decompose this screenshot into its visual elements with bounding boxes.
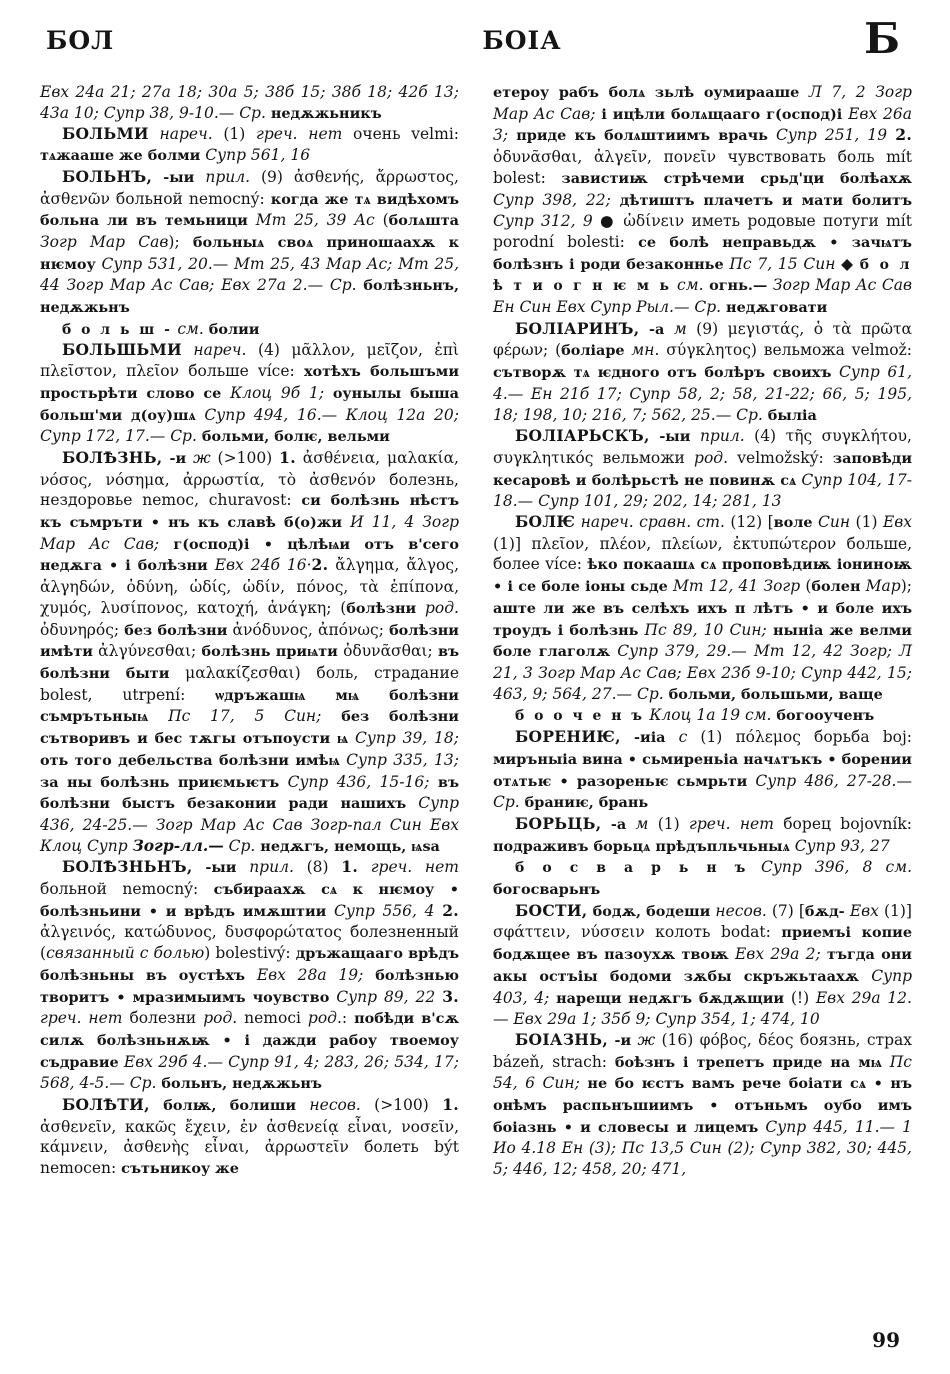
text-run: оунылы быша больш'ми д(оу)шѧ bbox=[40, 384, 459, 424]
text-run: связанный с болью bbox=[46, 944, 205, 963]
text-run: БОЛІАРИНЪ, bbox=[515, 318, 640, 338]
text-run: мн. bbox=[624, 341, 660, 360]
text-run: Супр 251, 19 bbox=[767, 126, 896, 145]
text-run: богосварьнъ bbox=[493, 881, 601, 899]
text-run: (1)] σφάττειν, νύσσειν колоть bodat: bbox=[493, 901, 912, 942]
cross-ref-bolsh bbox=[40, 319, 459, 341]
text-run: Супр 561, 16 bbox=[200, 146, 311, 165]
text-run: нареч. сравн. ст. bbox=[575, 513, 725, 532]
text-run: і ицѣли болѧщааго г(оспод)і bbox=[595, 105, 843, 123]
text-run: БОЛЬШЬМИ bbox=[62, 340, 182, 360]
text-run: ѣко покаашѧ сѧ проповѣдиѭ іониноѭ • і се боле іоны сьде bbox=[493, 556, 912, 596]
entry-bojazn bbox=[493, 1030, 912, 1180]
text-run: БОЛѤ bbox=[515, 512, 576, 532]
text-run: болии bbox=[208, 320, 260, 338]
text-run: velmožský: bbox=[728, 448, 833, 467]
text-run: Евх bbox=[849, 901, 879, 920]
text-run: ἄλγημα, ἄλγος, ἀλγηδών, ὀδύνη, ὠδίς, ὠδίν, πόνος, τὰ ἐπίπονα, χυμός, λυσίπονος, κατοχή, ἀνάγκη; ( bbox=[40, 556, 459, 617]
text-run: без болѣзни bbox=[124, 621, 228, 639]
text-run: несов. bbox=[296, 1096, 361, 1115]
text-run: 2. bbox=[442, 900, 459, 920]
text-run: (>100) bbox=[360, 1096, 443, 1115]
text-run: болѣзни имѣти bbox=[40, 621, 459, 661]
entry-bosti bbox=[493, 901, 912, 1030]
text-run: ( bbox=[800, 577, 812, 596]
text-run: бодѫ, бодеши bbox=[587, 902, 711, 920]
text-run: -ыи bbox=[192, 859, 237, 877]
text-run: -ыи bbox=[152, 168, 195, 186]
text-run: род. bbox=[416, 598, 459, 617]
right-column bbox=[493, 82, 912, 1180]
text-run: сътворѫ тѧ ѥдного отъ болѣръ своихъ bbox=[493, 364, 832, 382]
text-run: БОЛѢТИ, bbox=[62, 1095, 150, 1115]
text-run: ныніа же велми боле глаголѫ bbox=[493, 621, 912, 661]
page-number: 99 bbox=[872, 1328, 900, 1352]
text-run: : bbox=[341, 1009, 355, 1028]
text-run: ἀνόδυνος, ἀπόνως; bbox=[227, 620, 390, 639]
text-run: 3. bbox=[442, 986, 459, 1006]
text-run: БОІАЗНЬ, bbox=[515, 1029, 609, 1049]
text-run: быліа bbox=[767, 406, 817, 424]
text-run: род. bbox=[203, 1009, 238, 1028]
text-run: ὀδυνᾶσθαι, ἀλγεῖν, πονεῖν чувствовать боль mít bolest: bbox=[493, 148, 912, 187]
text-run: Супр 436, 24-25.— Зогр Мар Ас Сав Зогр-пал Син Евх Клоц Супр bbox=[40, 794, 460, 855]
text-run: ● ὠδίνειν иметь родовые потуги mít porodní bolesti: bbox=[493, 212, 912, 251]
text-run: (1) πόλεμος борьба boj: bbox=[687, 728, 912, 747]
text-run: недѫжьникъ bbox=[270, 104, 382, 122]
text-run: Клоц 9б 1; bbox=[221, 383, 333, 402]
text-run: (1) bbox=[648, 814, 689, 833]
text-run: Евх 28а 19; bbox=[245, 965, 364, 984]
text-run: μαλακίζεσθαι) боль, страдание bolest, utrpení: bbox=[40, 663, 459, 704]
text-run: Зогр Мар Сав bbox=[40, 232, 169, 251]
text-run: Евх 29а 2; bbox=[728, 945, 821, 964]
text-run: Син bbox=[812, 513, 851, 532]
text-run: прил. bbox=[236, 858, 294, 877]
text-run: дръжащааго врѣдъ болѣзньны въ оустѣхъ bbox=[40, 945, 459, 984]
text-run: Мт 25, 39 Ас bbox=[247, 211, 375, 230]
text-run: м bbox=[626, 814, 649, 833]
text-run: огнь.— bbox=[709, 277, 768, 295]
text-run: завистиѭ стрѣчеми срьд'ци болѣахѫ bbox=[561, 169, 912, 187]
text-run: род. bbox=[694, 448, 729, 467]
text-run: Супр 379, 29.— Мт 12, 42 Зогр; Л 21, 3 Зогр Мар Ас Сав; Евх 23б 9-10; Супр 442, 15; 463, 9; 564, 27.— Ср. bbox=[493, 642, 912, 703]
text-run: Пс 54, 6 Син; bbox=[493, 1052, 912, 1093]
text-run: см. bbox=[671, 276, 710, 295]
text-run: ); bbox=[168, 232, 193, 251]
text-run: когда же тѧ видѣхомъ больна ли въ темьници bbox=[40, 190, 459, 230]
text-run: Евх 29а 12.— Евх 29а 1; 35б 9; Супр 354, 1; 474, 10 bbox=[493, 988, 912, 1029]
text-run: болѣзни bbox=[346, 599, 417, 617]
text-run: Супр 39, 18; bbox=[348, 729, 459, 748]
text-run: БОЛѢЗНЬ, bbox=[62, 447, 163, 467]
text-run: 2. bbox=[311, 555, 329, 575]
text-run: Супр 312, 9 bbox=[493, 212, 593, 231]
text-run: nemoci bbox=[237, 1009, 308, 1028]
text-run: И 11, 4 Зогр Мар Ас Сав; bbox=[40, 513, 459, 553]
text-run: ж bbox=[631, 1030, 656, 1049]
text-run: (>100) bbox=[210, 448, 280, 467]
text-run: греч. нет bbox=[689, 814, 774, 833]
text-run: (16) φόβος, δέος боязнь, страх bázeň, strach: bbox=[493, 1030, 912, 1071]
text-run: Супр 403, 4; bbox=[493, 966, 912, 1007]
text-run: болѧшта bbox=[388, 212, 459, 230]
text-run: въ болѣзни быстъ безаконии ради нашихъ bbox=[40, 773, 459, 813]
text-run: БОЛЬНЪ, bbox=[62, 166, 153, 186]
text-run: въ болѣзни быти bbox=[40, 643, 459, 682]
text-run: -ыи bbox=[649, 428, 691, 446]
text-run: (1) bbox=[850, 513, 883, 532]
running-head-center: БОІА bbox=[482, 26, 562, 55]
text-run: см. bbox=[172, 319, 209, 338]
text-run: Супр 556, 4 bbox=[326, 901, 443, 920]
text-run: Пс 89, 10 Син; bbox=[638, 620, 767, 639]
text-run: болезни bbox=[122, 1009, 204, 1028]
text-run: БОСТИ, bbox=[515, 900, 588, 920]
entry-bolshmi bbox=[40, 340, 459, 448]
entry-boliarsk bbox=[493, 426, 912, 512]
text-run: больми, большьми, ваще bbox=[668, 685, 883, 703]
text-run: миръныіа вина • сьмиреньіа начѧтъкъ • борении отѧтьѥ • разореньѥ сьмрьти bbox=[493, 750, 912, 790]
text-run: тъгда они акы остъіы бодоми зѫбы скръжьтаахѫ bbox=[493, 946, 912, 985]
text-run: боѣзнъ і трепетъ приде на мѩ bbox=[614, 1053, 882, 1071]
text-run: Супр 445, 11.— 1 Ио 4.18 Ен (3); Пс 13,5 Син (2); Супр 382, 30; 445, 5; 446, 12; 458, 20; 471, bbox=[493, 1117, 912, 1179]
text-run: тѧжааше же болми bbox=[40, 147, 201, 165]
text-run: Супр 89, 22 bbox=[329, 987, 443, 1006]
text-run: Супр 531, 20.— Мт 25, 43 Мар Ас; Мт 25, 44 Зогр Мар Ас Сав; Евх 27а 2.— Ср. bbox=[40, 254, 459, 295]
text-run: болѣзнь приѩти bbox=[201, 643, 338, 661]
text-run: нареч. bbox=[148, 125, 213, 144]
text-run: приде къ болѧштиимъ врачь bbox=[508, 127, 768, 145]
entry-bolmi bbox=[40, 124, 459, 166]
text-run: БОРЬЦЬ, bbox=[515, 813, 602, 833]
text-run: Ср. bbox=[223, 836, 261, 855]
text-run: хотѣхъ большъми простьрѣти слово се bbox=[40, 363, 460, 402]
left-column bbox=[40, 82, 459, 1180]
text-run: больнъ, недѫжьнъ bbox=[161, 1075, 322, 1093]
text-run: сътьникоу же bbox=[121, 1160, 239, 1178]
text-run: (9) ἀσθενής, ἄρρωστος, ἀσθενῶν больной nemocný: bbox=[40, 167, 459, 208]
text-run: -и bbox=[608, 1031, 632, 1049]
text-run: Супр 335, 13; bbox=[339, 750, 459, 769]
text-run: Супр 93, 27 bbox=[789, 836, 890, 855]
text-run: (4) μᾶλλον, μεῖζον, ἐπὶ πλεῖστον, πλεῖον больше více: bbox=[40, 341, 459, 381]
text-run: ) bolestivý: bbox=[204, 944, 296, 963]
text-run: богооученъ bbox=[776, 707, 875, 725]
text-run: несов. bbox=[710, 901, 767, 920]
running-head-left: БОЛ bbox=[46, 26, 115, 55]
text-run: с bbox=[665, 728, 688, 747]
entry-borenije bbox=[493, 727, 912, 814]
text-run: не бо ѥстъ вамъ рече боіати сѧ • нъ онѣмъ распьнъшиимъ • отъньмъ оубо имъ боіазнь • и словесы и лицемъ bbox=[493, 1075, 913, 1136]
text-run: ( bbox=[374, 211, 389, 230]
text-run: Мар bbox=[860, 577, 901, 596]
text-run: (!) bbox=[784, 988, 816, 1007]
text-run: ж bbox=[186, 448, 211, 467]
text-run: м bbox=[664, 319, 687, 338]
text-run: Супр 494, 16.— Клоц 12а 20; Супр 172, 17.— Ср. bbox=[40, 405, 460, 446]
text-run: (7) [ bbox=[766, 901, 805, 920]
text-run: нарещи недѫгъ бѫдѫщии bbox=[549, 989, 785, 1007]
text-run: си болѣзнь нѣстъ къ съмръти • нъ къ славѣ б(о)жи bbox=[40, 492, 459, 532]
text-run: (8) bbox=[293, 858, 342, 877]
text-run: Супр 104, 17-18.— Супр 101, 29; 202, 14; 281, 13 bbox=[493, 470, 912, 511]
text-run: 1. bbox=[279, 447, 296, 467]
text-run: Л 7, 2 Зогр Мар Ас Сав; bbox=[493, 83, 912, 123]
entry-borc bbox=[493, 814, 912, 857]
page-header bbox=[0, 0, 950, 78]
text-run: 2. bbox=[895, 125, 913, 145]
text-run: г(оспод)і • цѣлѣѩи отъ в'сего недѫга • і болѣзни bbox=[40, 535, 460, 575]
text-run: подраживъ борьцѧ прѣдъпльчьныѧ bbox=[493, 837, 790, 855]
text-run: ◆ bbox=[835, 254, 860, 273]
text-run: аште ли же въ селѣхъ ихъ п лѣтъ • и боле ихъ троудъ і болѣзнь bbox=[493, 599, 912, 639]
entry-bolezn bbox=[40, 448, 459, 857]
text-run: дѣтиштъ плачетъ и мати болитъ bbox=[610, 191, 912, 209]
text-run: БОЛІАРЬСКЪ, bbox=[515, 426, 650, 446]
text-run: род. bbox=[307, 1009, 342, 1028]
text-run: Супр 436, 15-16; bbox=[279, 772, 430, 791]
text-run: ); bbox=[900, 577, 912, 596]
entry-bolnu bbox=[40, 167, 459, 319]
text-run: ἀλγεινός, κατώδυνος, δυσφορώτατος болезненный ( bbox=[40, 923, 459, 963]
text-run: -а bbox=[639, 320, 665, 338]
cross-ref-bosvarn bbox=[493, 857, 912, 900]
text-run: БОЛѢЗНЬНЪ, bbox=[62, 857, 193, 877]
text-run: греч. нет bbox=[256, 125, 343, 144]
text-run: ὀδυνηρός; bbox=[40, 620, 125, 639]
text-run: Пс 17, 5 Син; bbox=[148, 707, 322, 726]
text-run: Супр 396, 8 см. bbox=[747, 858, 912, 877]
text-run: Евх 26а 3; bbox=[493, 104, 912, 145]
text-run: Клоц 1а 19 см. bbox=[644, 706, 777, 725]
text-run: борец bojovník: bbox=[773, 814, 912, 833]
text-run: больныѧ своѧ приношаахѫ к нѥмоу bbox=[40, 233, 459, 273]
text-run: ὀδυνᾶσθαι; bbox=[337, 642, 438, 661]
text-run: б о л ь ш - bbox=[62, 321, 173, 338]
text-run: БОЛЬМИ bbox=[62, 124, 149, 144]
text-run: болѣзньнъ, недѫжьнъ bbox=[40, 277, 459, 317]
text-run: -иіа bbox=[620, 729, 666, 747]
entry-boleznn bbox=[40, 857, 459, 1095]
text-run: недѫгъ, немощь, ѩѕа bbox=[260, 837, 440, 855]
entry-boliarin bbox=[493, 319, 912, 427]
entry-boleti-continuation bbox=[493, 82, 912, 319]
text-run: БОРЕНИѤ, bbox=[515, 727, 621, 747]
section-letter: Б bbox=[864, 14, 900, 63]
text-run: -и bbox=[162, 449, 187, 467]
text-run: Зогр Мар Ас Сав Ен Син Евх Супр Рыл.— Ср. bbox=[493, 276, 913, 317]
entry-continuation bbox=[40, 82, 459, 124]
text-run: оть того дебельства болѣзни имѣѩ bbox=[40, 751, 340, 769]
text-run: Евх 29б 4.— Супр 91, 4; 283, 26; 534, 17; 568, 4-5.— Ср. bbox=[40, 1052, 459, 1093]
text-run: (12) [ bbox=[724, 513, 774, 532]
text-run: 1. bbox=[442, 1095, 459, 1115]
text-run: -а bbox=[601, 815, 627, 833]
text-run: (4) τῆς συγκλήτου, συγκλητικός вельможи bbox=[493, 427, 912, 467]
text-run: б о л ѣ т и о г н ѥ м ь bbox=[493, 256, 912, 295]
text-run: за ны болѣзнь приѥмьѥтъ bbox=[40, 773, 280, 791]
text-run: боліаре bbox=[561, 342, 625, 360]
text-run: Пс 7, 15 Син bbox=[723, 254, 836, 273]
text-run: Супр 398, 22; bbox=[493, 190, 611, 209]
text-run: заповѣди кесаровѣ и болѣрьстѣ не повинѫ сѧ bbox=[493, 449, 913, 489]
text-run: греч. нет bbox=[358, 858, 460, 877]
text-run: Супр 486, 27-28.— Ср. bbox=[493, 771, 912, 812]
text-run: етероу рабъ болѧ зьлѣ оумирааше bbox=[493, 84, 800, 101]
text-run: болен bbox=[811, 578, 861, 596]
entry-bolje bbox=[493, 512, 912, 705]
text-run: 1. bbox=[341, 857, 359, 877]
cross-ref-boochen bbox=[493, 705, 912, 727]
text-run: больми, болѥ, вельми bbox=[201, 428, 390, 446]
text-run: болѭ, болиши bbox=[149, 1097, 297, 1115]
text-run: Евх bbox=[882, 513, 913, 532]
text-run: побѣди в'сѫ силѫ болѣзньнѫѭ • і дажди рабоу твоемоу съдравие bbox=[40, 1010, 459, 1071]
text-run: (1)] πλεῖον, πλέον, πλείων, ἐκτυπώτερον больше, более více: bbox=[493, 534, 912, 574]
text-run: прил. bbox=[690, 427, 745, 446]
text-run: ἀλγύνεσθαι; bbox=[92, 642, 202, 661]
entry-boleti bbox=[40, 1095, 459, 1180]
text-run: очень velmi: bbox=[342, 125, 460, 144]
text-run: прил. bbox=[194, 167, 251, 186]
text-run: б о с в а р ь н ъ bbox=[515, 860, 748, 877]
text-run: приемъі копие бодѫщее въ пазоухѫ твоѭ bbox=[493, 924, 912, 964]
text-run: Евх 24а 21; 27а 18; 30а 5; 38б 15; 38б 18; 42б 13; 43а 10; Супр 38, 9-10.— Ср. bbox=[40, 83, 459, 122]
text-run: ἀσθένεια, μαλακία, νόσος, νόσημα, ἀρρωστία, τὸ ἀσθενόν болезнь, нездоровье nemoc, churavost: bbox=[40, 448, 459, 510]
text-run: браниѥ, брань bbox=[524, 794, 649, 812]
text-run: събираахѫ сѧ к нѥмоу • болѣзньини • и врѣдъ имѫштии bbox=[40, 881, 459, 920]
text-run: больной nemocný: bbox=[40, 880, 214, 899]
text-run: (1) bbox=[212, 125, 257, 144]
text-run: Зогр-лл.— bbox=[132, 835, 224, 855]
text-run: σύγκλητος) вельможа velmož: bbox=[659, 341, 912, 360]
text-run: б о о ч е н ъ bbox=[515, 708, 645, 725]
text-columns bbox=[0, 78, 950, 1180]
text-run: ѡдръжашѩ мѩ болѣзни съмрътьныѩ bbox=[40, 686, 459, 726]
text-run: недѫговати bbox=[726, 299, 828, 317]
text-run: болѣзнью творитъ • мразимыимъ чоувство bbox=[40, 966, 460, 1006]
text-run: без болѣзни сътворивъ и бес тѫгы отъпоусти ѩ bbox=[40, 708, 459, 748]
text-run: (9) μεγιστάς, ὁ τὰ πρῶτα φέρων; ( bbox=[493, 319, 913, 360]
text-run: воле bbox=[773, 514, 813, 532]
text-run: греч. нет bbox=[40, 1009, 123, 1028]
text-run: Евх 24б 16· bbox=[207, 556, 312, 575]
text-run: ἀσθενεῖν, κακῶς ἔχειν, ἐν ἀσθενείᾳ εἶναι, νοσεῖν, κάμνειν, ἀσθενὴς εἶναι, ἀρρωστεῖν болеть být nemocen: bbox=[40, 1117, 459, 1178]
text-run: Супр 61, 4.— Ен 21б 17; Супр 58, 2; 58, 21-22; 66, 5; 195, 18; 198, 10; 216, 7; 562, 25.— Ср. bbox=[493, 363, 912, 424]
text-run: бѫд- bbox=[804, 902, 850, 920]
text-run: се болѣ неправьдѫ • зачѩтъ болѣзнъ і роди безаконнье bbox=[493, 233, 912, 273]
text-run: Мт 12, 41 Зогр bbox=[667, 577, 801, 596]
text-run: нареч. bbox=[181, 341, 247, 360]
